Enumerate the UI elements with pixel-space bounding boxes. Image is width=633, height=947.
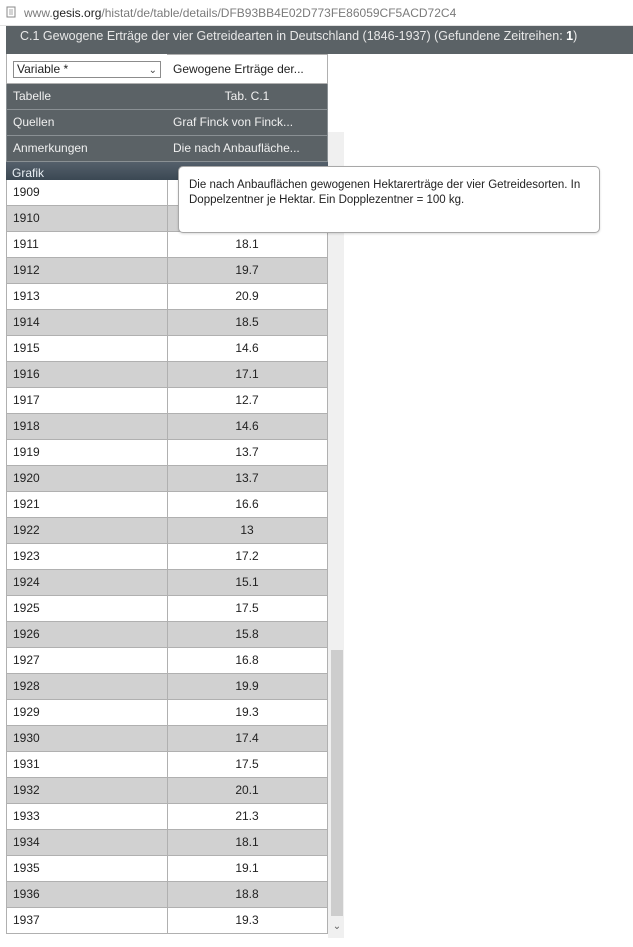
variable-selector-row: [6, 54, 328, 84]
table-row: [6, 388, 328, 414]
year-cell: 1912: [6, 258, 168, 284]
year-cell: 1915: [6, 336, 168, 362]
table-row: [6, 882, 328, 908]
series-count: 1: [566, 29, 574, 43]
value-cell: 19.7: [167, 258, 328, 284]
meta-value-anmerkungen[interactable]: Die nach Anbaufläche...: [167, 136, 328, 162]
value-cell: 15.1: [167, 570, 328, 596]
table-row: [6, 726, 328, 752]
year-cell: 1922: [6, 518, 168, 544]
table-row: [6, 908, 328, 934]
year-cell: 1909: [6, 180, 168, 206]
value-cell: 13.7: [167, 466, 328, 492]
anmerkungen-tooltip: Die nach Anbauflächen gewogenen Hektarerträge der vier Getreidesorten. In Doppelzentner je Hektar. Ein Dopplezentner = 100 kg.: [178, 166, 600, 233]
value-cell: 14.6: [167, 336, 328, 362]
meta-value-quellen[interactable]: Graf Finck von Finck...: [167, 110, 328, 136]
value-cell: 19.1: [167, 856, 328, 882]
year-cell: 1933: [6, 804, 168, 830]
meta-label-tabelle: Tabelle: [6, 84, 168, 110]
table-row: [6, 492, 328, 518]
value-cell: 18.8: [167, 882, 328, 908]
meta-row-anmerkungen: [6, 136, 328, 162]
value-cell: 21.3: [167, 804, 328, 830]
meta-value-tabelle: Tab. C.1: [167, 84, 328, 110]
table-row: [6, 362, 328, 388]
value-cell: 13: [167, 518, 328, 544]
variable-select[interactable]: [13, 61, 161, 78]
table-row: [6, 544, 328, 570]
table-row: [6, 778, 328, 804]
table-row: [6, 310, 328, 336]
scroll-down-arrow-icon[interactable]: ⌄: [332, 921, 342, 932]
value-cell: 16.6: [167, 492, 328, 518]
meta-row-quellen: [6, 110, 328, 136]
year-cell: 1924: [6, 570, 168, 596]
url-text[interactable]: [24, 6, 456, 20]
year-cell: 1916: [6, 362, 168, 388]
value-cell: 20.9: [167, 284, 328, 310]
value-cell: 13.7: [167, 440, 328, 466]
year-cell: 1926: [6, 622, 168, 648]
page-icon: [5, 6, 17, 18]
table-row: [6, 466, 328, 492]
table-row: [6, 570, 328, 596]
value-cell: 19.3: [167, 700, 328, 726]
table-row: [6, 752, 328, 778]
table-row: [6, 258, 328, 284]
value-cell: 16.8: [167, 648, 328, 674]
table-row: [6, 622, 328, 648]
year-cell: 1929: [6, 700, 168, 726]
year-cell: 1931: [6, 752, 168, 778]
value-cell: 12.7: [167, 388, 328, 414]
table-row: [6, 518, 328, 544]
table-title-bar: [6, 26, 633, 54]
value-cell: 20.1: [167, 778, 328, 804]
table-row: [6, 596, 328, 622]
value-cell: 17.4: [167, 726, 328, 752]
table-row: [6, 336, 328, 362]
year-cell: 1934: [6, 830, 168, 856]
year-cell: 1928: [6, 674, 168, 700]
value-cell: 15.8: [167, 622, 328, 648]
value-cell: 17.5: [167, 596, 328, 622]
grafik-link[interactable]: Grafik: [6, 162, 328, 186]
chevron-down-icon: ⌄: [148, 65, 157, 76]
table-row: [6, 284, 328, 310]
url-prefix: www.: [24, 6, 53, 20]
variable-select-value: Variable *: [17, 62, 69, 76]
year-cell: 1925: [6, 596, 168, 622]
value-cell: 17.2: [167, 544, 328, 570]
table-title-suffix: ): [573, 29, 578, 43]
value-cell: 19.9: [167, 674, 328, 700]
table-row: [6, 232, 328, 258]
meta-row-tabelle: [6, 84, 328, 110]
table-title: C.1 Gewogene Erträge der vier Getreidearten in Deutschland (1846-1937) (Gefundene Zeitreihen:: [20, 29, 567, 43]
year-cell: 1936: [6, 882, 168, 908]
year-cell: 1937: [6, 908, 168, 934]
year-cell: 1935: [6, 856, 168, 882]
year-cell: 1921: [6, 492, 168, 518]
year-cell: 1919: [6, 440, 168, 466]
table-row: [6, 804, 328, 830]
table-row: [6, 700, 328, 726]
value-cell: 18.1: [167, 830, 328, 856]
table-row: [6, 648, 328, 674]
meta-label-anmerkungen: Anmerkungen: [6, 136, 168, 162]
scrollbar-thumb[interactable]: [331, 650, 343, 916]
table-row: [6, 856, 328, 882]
value-cell: 17.5: [167, 752, 328, 778]
variable-name-cell: Gewogene Erträge der...: [167, 54, 328, 84]
value-cell: 14.6: [167, 414, 328, 440]
value-cell: 18.1: [167, 232, 328, 258]
url-path: /histat/de/table/details/DFB93BB4E02D773FE86059CF5ACD72C4: [101, 6, 457, 20]
year-cell: 1918: [6, 414, 168, 440]
table-row: [6, 440, 328, 466]
year-cell: 1911: [6, 232, 168, 258]
year-cell: 1920: [6, 466, 168, 492]
meta-label-quellen: Quellen: [6, 110, 168, 136]
value-cell: 18.5: [167, 310, 328, 336]
year-cell: 1917: [6, 388, 168, 414]
year-cell: 1930: [6, 726, 168, 752]
table-row: [6, 674, 328, 700]
table-row: [6, 830, 328, 856]
url-host: gesis.org: [52, 6, 102, 20]
value-cell: 17.1: [167, 362, 328, 388]
address-bar[interactable]: [0, 0, 633, 26]
table-row: [6, 414, 328, 440]
year-cell: 1923: [6, 544, 168, 570]
year-cell: 1914: [6, 310, 168, 336]
variable-select-cell: [6, 54, 168, 84]
value-cell: 19.3: [167, 908, 328, 934]
year-cell: 1927: [6, 648, 168, 674]
year-cell: 1913: [6, 284, 168, 310]
year-cell: 1932: [6, 778, 168, 804]
year-cell: 1910: [6, 206, 168, 232]
